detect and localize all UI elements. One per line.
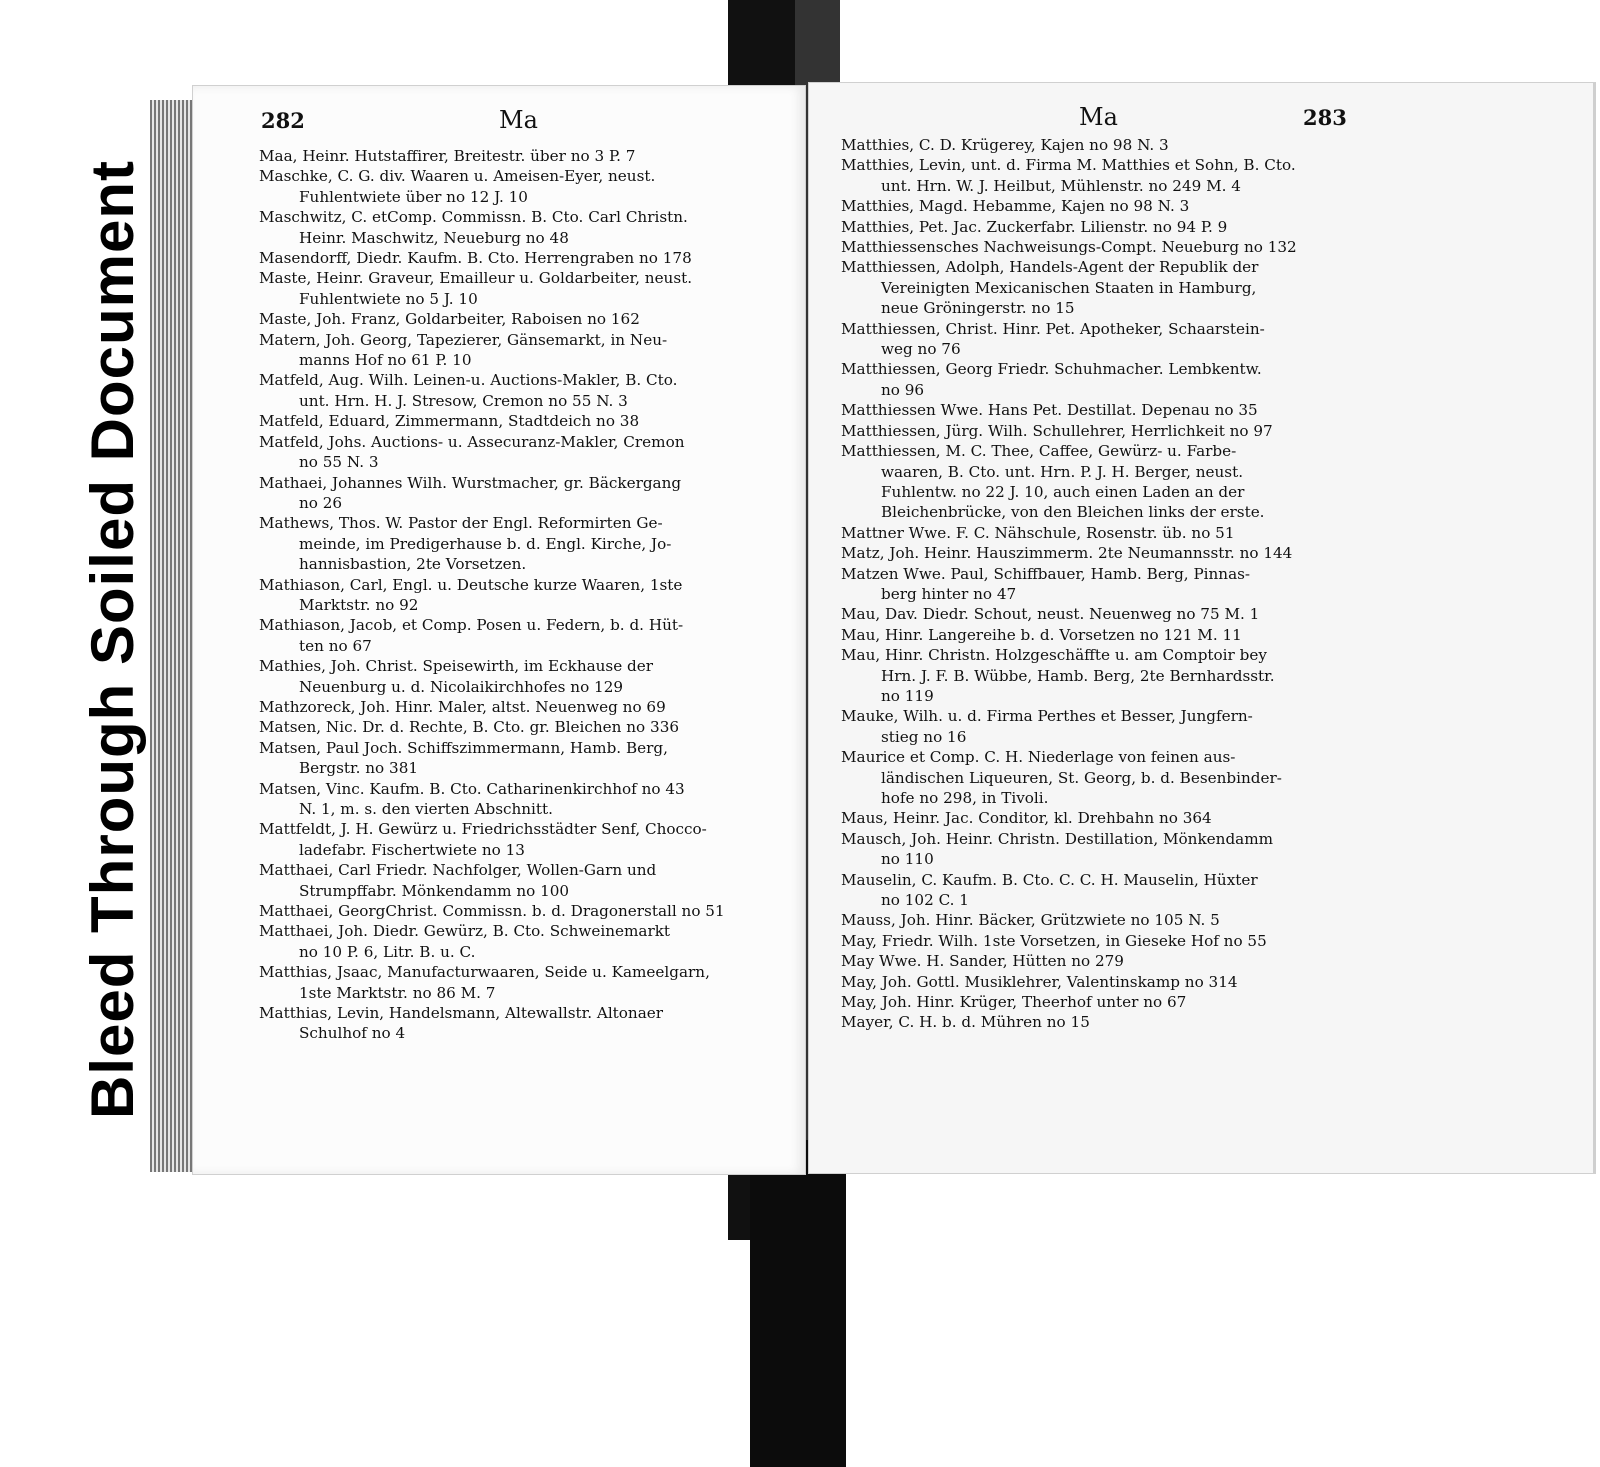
entry-line: Matfeld, Johs. Auctions- u. Assecuranz-Makler, Cremon xyxy=(259,432,685,451)
directory-entry xyxy=(841,237,1341,257)
entry-line: Maste, Joh. Franz, Goldarbeiter, Raboisen no 162 xyxy=(259,310,640,329)
entry-continuation-line: no 55 N. 3 xyxy=(299,453,379,472)
entry-continuation-line: Neuenburg u. d. Nicolaikirchhofes no 129 xyxy=(299,677,624,696)
entry-line: May, Joh. Gottl. Musiklehrer, Valentinskamp no 314 xyxy=(841,972,1238,991)
entry-line: Mathaei, Johannes Wilh. Wurstmacher, gr. Bäckergang xyxy=(259,473,682,492)
directory-entry xyxy=(841,1012,1341,1032)
directory-entry xyxy=(841,196,1341,216)
entry-line: Maa, Heinr. Hutstaffirer, Breitestr. über no 3 P. 7 xyxy=(259,147,636,165)
entry-continuation-line: ten no 67 xyxy=(299,636,372,655)
directory-entry xyxy=(259,717,759,737)
directory-entry xyxy=(841,625,1341,645)
directory-entry xyxy=(841,400,1341,420)
entry-line: Maschke, C. G. div. Waaren u. Ameisen-Eyer, neust. xyxy=(259,167,656,186)
entry-line: Matthaei, GeorgChrist. Commissn. b. d. Dragonerstall no 51 xyxy=(259,902,725,921)
directory-entry xyxy=(841,931,1341,951)
directory-entry xyxy=(841,972,1341,992)
directory-entry xyxy=(259,309,759,329)
directory-entry xyxy=(259,819,759,860)
directory-entry xyxy=(841,217,1341,237)
entry-line: Matzen Wwe. Paul, Schiffbauer, Hamb. Berg, Pinnas- xyxy=(841,564,1251,583)
entry-line: May Wwe. H. Sander, Hütten no 279 xyxy=(841,952,1124,971)
directory-entry xyxy=(841,992,1341,1012)
entry-line: Mausch, Joh. Heinr. Christn. Destillation, Mönkendamm xyxy=(841,829,1274,848)
directory-entry xyxy=(841,645,1341,706)
directory-entry xyxy=(259,370,759,411)
directory-entries xyxy=(841,135,1341,1033)
entry-continuation-line: hofe no 298, in Tivoli. xyxy=(881,789,1049,807)
entry-line: Maus, Heinr. Jac. Conditor, kl. Drehbahn no 364 xyxy=(841,809,1212,828)
entry-continuation-line: ladefabr. Fischertwiete no 13 xyxy=(299,840,525,859)
entry-line: Mau, Hinr. Christn. Holzgeschäffte u. am Comptoir bey xyxy=(841,646,1267,665)
entry-line: Matfeld, Eduard, Zimmermann, Stadtdeich no 38 xyxy=(259,412,640,431)
document-side-label xyxy=(78,118,148,1160)
entry-line: Maurice et Comp. C. H. Niederlage von feinen aus- xyxy=(841,748,1236,767)
directory-entry xyxy=(841,910,1341,930)
entry-line: May, Friedr. Wilh. 1ste Vorsetzen, in Gieseke Hof no 55 xyxy=(841,931,1267,950)
entry-line: Matthias, Levin, Handelsmann, Altewallstr. Altonaer xyxy=(259,1004,664,1023)
directory-entry xyxy=(841,543,1341,563)
entry-line: Matthies, Pet. Jac. Zuckerfabr. Lilienstr. no 94 P. 9 xyxy=(841,217,1228,236)
entry-continuation-line: manns Hof no 61 P. 10 xyxy=(299,351,472,370)
page-number: 282 xyxy=(261,108,305,133)
directory-entry xyxy=(259,513,759,574)
directory-entry xyxy=(259,738,759,779)
entry-continuation-line: unt. Hrn. H. J. Stresow, Cremon no 55 N. 3 xyxy=(299,391,628,410)
entry-continuation-line: meinde, im Predigerhause b. d. Engl. Kirche, Jo- xyxy=(299,534,672,553)
entry-line: Matthiessen, Georg Friedr. Schuhmacher. Lembkentw. xyxy=(841,360,1262,379)
page-number: 283 xyxy=(1303,105,1347,130)
entry-line: Mauke, Wilh. u. d. Firma Perthes et Besser, Jungfern- xyxy=(841,707,1253,726)
entry-continuation-line: ländischen Liqueuren, St. Georg, b. d. Besenbinder- xyxy=(881,768,1282,787)
entry-line: Matsen, Paul Joch. Schiffszimmermann, Hamb. Berg, xyxy=(259,738,668,757)
entry-line: Matsen, Vinc. Kaufm. B. Cto. Catharinenkirchhof no 43 xyxy=(259,779,685,798)
directory-entry xyxy=(841,319,1341,360)
left-page xyxy=(192,85,806,1175)
directory-entries xyxy=(259,146,759,1044)
entry-line: Matern, Joh. Georg, Tapezierer, Gänsemarkt, in Neu- xyxy=(259,330,668,349)
entry-continuation-line: Fuhlentw. no 22 J. 10, auch einen Laden an der xyxy=(881,482,1245,501)
entry-continuation-line: Vereinigten Mexicanischen Staaten in Hamburg, xyxy=(881,278,1257,297)
directory-entry xyxy=(259,901,759,921)
directory-entry xyxy=(841,441,1341,523)
entry-line: May, Joh. Hinr. Krüger, Theerhof unter no 67 xyxy=(841,993,1187,1012)
directory-entry xyxy=(841,359,1341,400)
entry-continuation-line: Bleichenbrücke, von den Bleichen links der erste. xyxy=(881,503,1265,522)
directory-entry xyxy=(259,697,759,717)
directory-entry xyxy=(841,808,1341,828)
entry-continuation-line: Fuhlentwiete no 5 J. 10 xyxy=(299,289,478,308)
entry-line: Maschwitz, C. etComp. Commissn. B. Cto. Carl Christn. xyxy=(259,208,688,227)
entry-continuation-line: hannisbastion, 2te Vorsetzen. xyxy=(299,555,527,574)
entry-continuation-line: Bergstr. no 381 xyxy=(299,759,419,778)
running-head: Ma xyxy=(1079,103,1118,131)
directory-entry xyxy=(841,747,1341,808)
entry-line: Matthiessen, Christ. Hinr. Pet. Apotheker, Schaarstein- xyxy=(841,319,1265,338)
entry-line: Mayer, C. H. b. d. Mühren no 15 xyxy=(841,1013,1090,1032)
directory-entry xyxy=(841,604,1341,624)
entry-continuation-line: weg no 76 xyxy=(881,340,961,359)
directory-entry xyxy=(259,962,759,1003)
entry-continuation-line: neue Gröningerstr. no 15 xyxy=(881,299,1075,318)
entry-continuation-line: Marktstr. no 92 xyxy=(299,595,419,614)
entry-continuation-line: Strumpffabr. Mönkendamm no 100 xyxy=(299,881,570,900)
page-stack-edge xyxy=(150,100,192,1172)
directory-entry xyxy=(841,257,1341,318)
directory-entry xyxy=(841,421,1341,441)
directory-entry xyxy=(259,473,759,514)
directory-entry xyxy=(259,166,759,207)
directory-entry xyxy=(259,432,759,473)
entry-line: Matthiessen, M. C. Thee, Caffee, Gewürz- u. Farbe- xyxy=(841,442,1237,461)
entry-line: Matthiessensches Nachweisungs-Compt. Neueburg no 132 xyxy=(841,238,1297,257)
entry-continuation-line: Hrn. J. F. B. Wübbe, Hamb. Berg, 2te Bernhardsstr. xyxy=(881,666,1275,685)
directory-entry xyxy=(259,248,759,268)
directory-entry xyxy=(841,135,1341,155)
entry-line: Matthias, Jsaac, Manufacturwaaren, Seide u. Kameelgarn, xyxy=(259,963,710,982)
entry-continuation-line: no 96 xyxy=(881,380,925,399)
directory-entry xyxy=(259,860,759,901)
directory-entry xyxy=(259,779,759,820)
entry-continuation-line: no 10 P. 6, Litr. B. u. C. xyxy=(299,942,476,961)
directory-entry xyxy=(259,411,759,431)
side-label-text: Bleed Through Soiled Document xyxy=(79,159,147,1119)
entry-continuation-line: no 110 xyxy=(881,850,934,869)
directory-entry xyxy=(259,330,759,371)
entry-line: Mau, Dav. Diedr. Schout, neust. Neuenweg no 75 M. 1 xyxy=(841,605,1260,624)
entry-continuation-line: no 119 xyxy=(881,686,934,705)
entry-line: Mathzoreck, Joh. Hinr. Maler, altst. Neuenweg no 69 xyxy=(259,697,666,716)
directory-entry xyxy=(259,615,759,656)
entry-line: Matthaei, Joh. Diedr. Gewürz, B. Cto. Schweinemarkt xyxy=(259,922,671,941)
binding-strip-bottom xyxy=(750,1140,846,1467)
entry-continuation-line: Heinr. Maschwitz, Neueburg no 48 xyxy=(299,228,569,247)
directory-entry xyxy=(259,1003,759,1044)
entry-line: Maste, Heinr. Graveur, Emailleur u. Goldarbeiter, neust. xyxy=(259,269,693,288)
entry-continuation-line: stieg no 16 xyxy=(881,727,967,746)
directory-entry xyxy=(841,951,1341,971)
entry-line: Matthaei, Carl Friedr. Nachfolger, Wollen-Garn und xyxy=(259,861,657,880)
entry-continuation-line: unt. Hrn. W. J. Heilbut, Mühlenstr. no 249 M. 4 xyxy=(881,176,1241,195)
entry-line: Masendorff, Diedr. Kaufm. B. Cto. Herrengraben no 178 xyxy=(259,249,692,268)
entry-line: Mathiason, Carl, Engl. u. Deutsche kurze Waaren, 1ste xyxy=(259,575,683,594)
running-head: Ma xyxy=(499,106,538,134)
entry-continuation-line: Fuhlentwiete über no 12 J. 10 xyxy=(299,187,528,206)
entry-line: Mattfeldt, J. H. Gewürz u. Friedrichsstädter Senf, Chocco- xyxy=(259,820,707,839)
directory-entry xyxy=(259,268,759,309)
directory-entry xyxy=(841,155,1341,196)
entry-line: Mattner Wwe. F. C. Nähschule, Rosenstr. üb. no 51 xyxy=(841,523,1235,542)
entry-line: Matthies, Levin, unt. d. Firma M. Matthies et Sohn, B. Cto. xyxy=(841,156,1296,175)
entry-line: Mathews, Thos. W. Pastor der Engl. Reformirten Ge- xyxy=(259,514,663,533)
entry-line: Mau, Hinr. Langereihe b. d. Vorsetzen no 121 M. 11 xyxy=(841,625,1242,644)
entry-line: Matthiessen Wwe. Hans Pet. Destillat. Depenau no 35 xyxy=(841,401,1258,420)
entry-continuation-line: 1ste Marktstr. no 86 M. 7 xyxy=(299,983,496,1002)
entry-line: Mathiason, Jacob, et Comp. Posen u. Federn, b. d. Hüt- xyxy=(259,616,684,635)
entry-line: Matthiessen, Jürg. Wilh. Schullehrer, Herrlichkeit no 97 xyxy=(841,421,1273,440)
directory-entry xyxy=(259,146,759,166)
directory-entry xyxy=(841,564,1341,605)
entry-line: Matthies, C. D. Krügerey, Kajen no 98 N. 3 xyxy=(841,136,1169,154)
entry-line: Matsen, Nic. Dr. d. Rechte, B. Cto. gr. Bleichen no 336 xyxy=(259,718,680,737)
entry-line: Matthiessen, Adolph, Handels-Agent der Republik der xyxy=(841,258,1259,277)
directory-entry xyxy=(259,921,759,962)
entry-line: Mauss, Joh. Hinr. Bäcker, Grützwiete no 105 N. 5 xyxy=(841,911,1220,930)
entry-continuation-line: Schulhof no 4 xyxy=(299,1024,406,1043)
entry-line: Matfeld, Aug. Wilh. Leinen-u. Auctions-Makler, B. Cto. xyxy=(259,371,678,390)
directory-entry xyxy=(841,870,1341,911)
entry-continuation-line: no 102 C. 1 xyxy=(881,891,969,910)
directory-entry xyxy=(259,575,759,616)
directory-entry xyxy=(259,207,759,248)
entry-continuation-line: berg hinter no 47 xyxy=(881,584,1017,603)
directory-entry xyxy=(259,656,759,697)
entry-line: Matthies, Magd. Hebamme, Kajen no 98 N. 3 xyxy=(841,197,1190,216)
directory-entry xyxy=(841,523,1341,543)
directory-entry xyxy=(841,706,1341,747)
entry-line: Matz, Joh. Heinr. Hauszimmerm. 2te Neumannsstr. no 144 xyxy=(841,544,1293,563)
entry-continuation-line: waaren, B. Cto. unt. Hrn. P. J. H. Berger, neust. xyxy=(881,462,1244,481)
left-page-header xyxy=(193,106,805,136)
right-page-header xyxy=(809,103,1593,133)
entry-continuation-line: no 26 xyxy=(299,493,343,512)
right-page xyxy=(808,82,1596,1174)
entry-line: Mauselin, C. Kaufm. B. Cto. C. C. H. Mauselin, Hüxter xyxy=(841,870,1258,889)
entry-continuation-line: N. 1, m. s. den vierten Abschnitt. xyxy=(299,800,553,818)
directory-entry xyxy=(841,829,1341,870)
entry-line: Mathies, Joh. Christ. Speisewirth, im Eckhause der xyxy=(259,657,654,676)
